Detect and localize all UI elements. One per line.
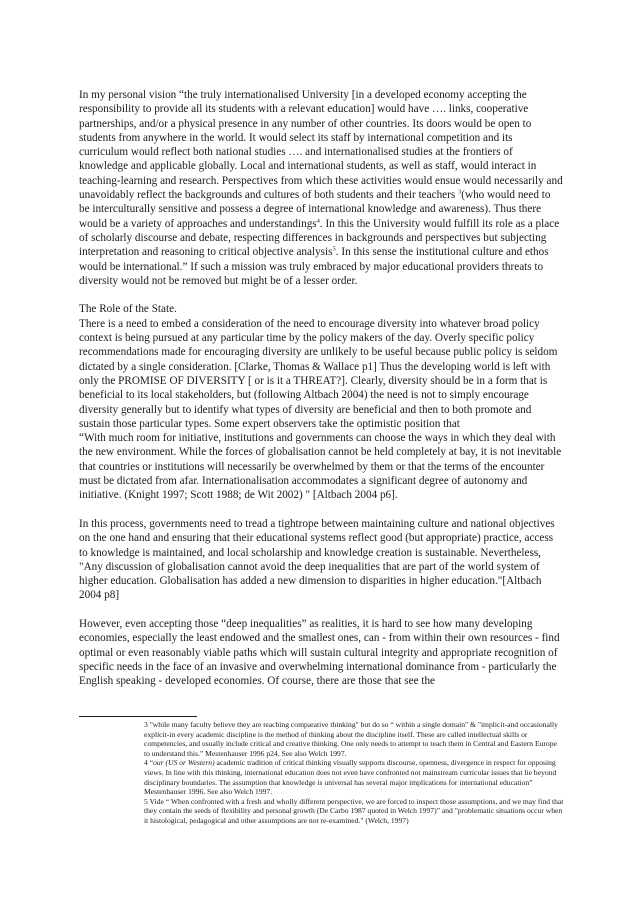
vision-text-2: (who would need to be interculturally sensitive and possess a degree of international knowledge and awareness). Thus there would be a variety of approaches and understandings [79, 189, 551, 230]
section-heading: The Role of the State. [79, 303, 177, 316]
paragraph-state: There is a need to embed a consideration of the need to encourage diversity into whatever broad policy context is being pursued at any particular time by the policy makers of the day. Overly specific policy recommendations made for encouraging diversity are unlikely to be useful because public policy is seldom dictated by a single consideration. [Clarke, Thomas & Wallace p1] Thus the developing world is left with only the PROMISE OF DIVERSITY [ or is it a THREAT?]. Clearly, diversity should be in a form that is beneficial to its local stakeholders, but (following Altbach 2004) the need is not to simply encourage diversity generally but to identify what types of diversity are beneficial and then to both promote and sustain those particular types. Some expert observers take the optimistic position that [79, 317, 558, 430]
quote-altbach-p8: "Any discussion of globalisation cannot avoid the deep inequalities that are part of the world system of higher education. Globalisation has added a new dimension to disparities in higher education."[Altbach 2004 p8] [79, 560, 542, 602]
footnote-4 [144, 758, 564, 796]
footnote-ref-3: 3 [458, 188, 462, 196]
paragraph-vision [79, 88, 563, 288]
vision-text-1: In my personal vision “the truly internationalised University [in a developed economy accepting the responsibility to provide all its students with a relevant education] would have …. links, cooperative partnerships, and/or a physical presence in any number of other countries. Its doors would be open to students from anywhere in the world. It would select its staff by international competition and its curriculum would reflect both national studies …. and internationalised studies at the frontiers of knowledge and applicable globally. Local and international students, as well as staff, would interact in teaching-learning and research. Perspectives from which these activities would ensue would necessarily and unavoidably reflect the backgrounds and cultures of both students and their teachers [79, 89, 563, 202]
footnote-4-italic: our (US or Western) [153, 758, 215, 768]
footnote-5: 5 Vide “ When confronted with a fresh and wholly different perspective, we are forced to inspect those assumptions, and we may find that they contain the seeds of flexibility and personal growth (De Carbo 1987 quoted in Welch 1997)” and "problematic situations occur when it histological, pedagogical and other assumptions are not re-examined." (Welch, 1997) [144, 796, 564, 825]
vision-text-4: . In this sense the institutional culture and ethos would be international.” If such a mission was truly embraced by major educational providers threats to diversity would not be removed but might be of a lesser order. [79, 246, 549, 287]
quote-altbach-p6: “With much room for initiative, institutions and governments can choose the ways in which they deal with the new environment. While the forces of globalisation cannot be held completely at bay, it is not inevitable that countries or institutions will necessarily be overwhelmed by them or that the terms of the encounter must be dictated from afar. Internationalisation accommodates a significant degree of autonomy and initiative. (Knight 1997; Scott 1988; de Wit 2002) " [Altbach 2004 p6]. [79, 432, 562, 502]
paragraph-inequalities: However, even accepting those “deep inequalities” as realities, it is hard to see how many developing economies, especially the least endowed and the smallest ones, can - from within their own resources - find optimal or even reasonably viable paths which will sustain cultural integrity and appropriate recognition of specific needs in the face of an invasive and overwhelming international dominance from - particularly the English speaking - developed economies. Of course, there are those that see the [79, 617, 560, 688]
footnote-4-text: academic tradition of critical thinking visually supports discourse, openness, divergence in respect for opposing views. In line with this thinking, international education does not even have confronted not mainstream curricular issues that lie beyond disciplinary boundaries. The assumption that knowledge is universal has several major implications for international education” Mestenhauser 1996, See also Welch 1997. [144, 758, 557, 797]
footnote-separator [79, 716, 197, 717]
main-text [79, 88, 563, 703]
footnote-ref-5: 5 [332, 245, 336, 253]
paragraph-tightrope: In this process, governments need to tread a tightrope between maintaining culture and national objectives on the one hand and ensuring that their educational systems reflect good (but appropriate) practice, access to knowledge is maintained, and local scholarship and knowledge creation is sustainable. Nevertheless, [79, 517, 555, 559]
footnote-3: 3 "while many faculty believe they are teaching comparative thinking" but do so “ within a single domain" & "implicit-and occasionally explicit-in every academic discipline is the method of thinking about the discipline itself. These are called intellectual skills or competencies, and usually include critical and creative thinking. One only needs to attempt to teach them in Central and Eastern Europe to understand this.” Mestenhauser 1996 p24. See also Welch 1997. [144, 720, 558, 758]
footnotes [144, 720, 564, 826]
footnote-4-number: 4 “ [144, 758, 154, 768]
vision-text-3: . In this the University would fulfill its role as a place of scholarly discourse and debate, respecting differences in backgrounds and perspectives but subjecting interpretation and reasoning to critical objective analysis [79, 217, 560, 259]
footnote-ref-4: 4 [316, 216, 320, 224]
